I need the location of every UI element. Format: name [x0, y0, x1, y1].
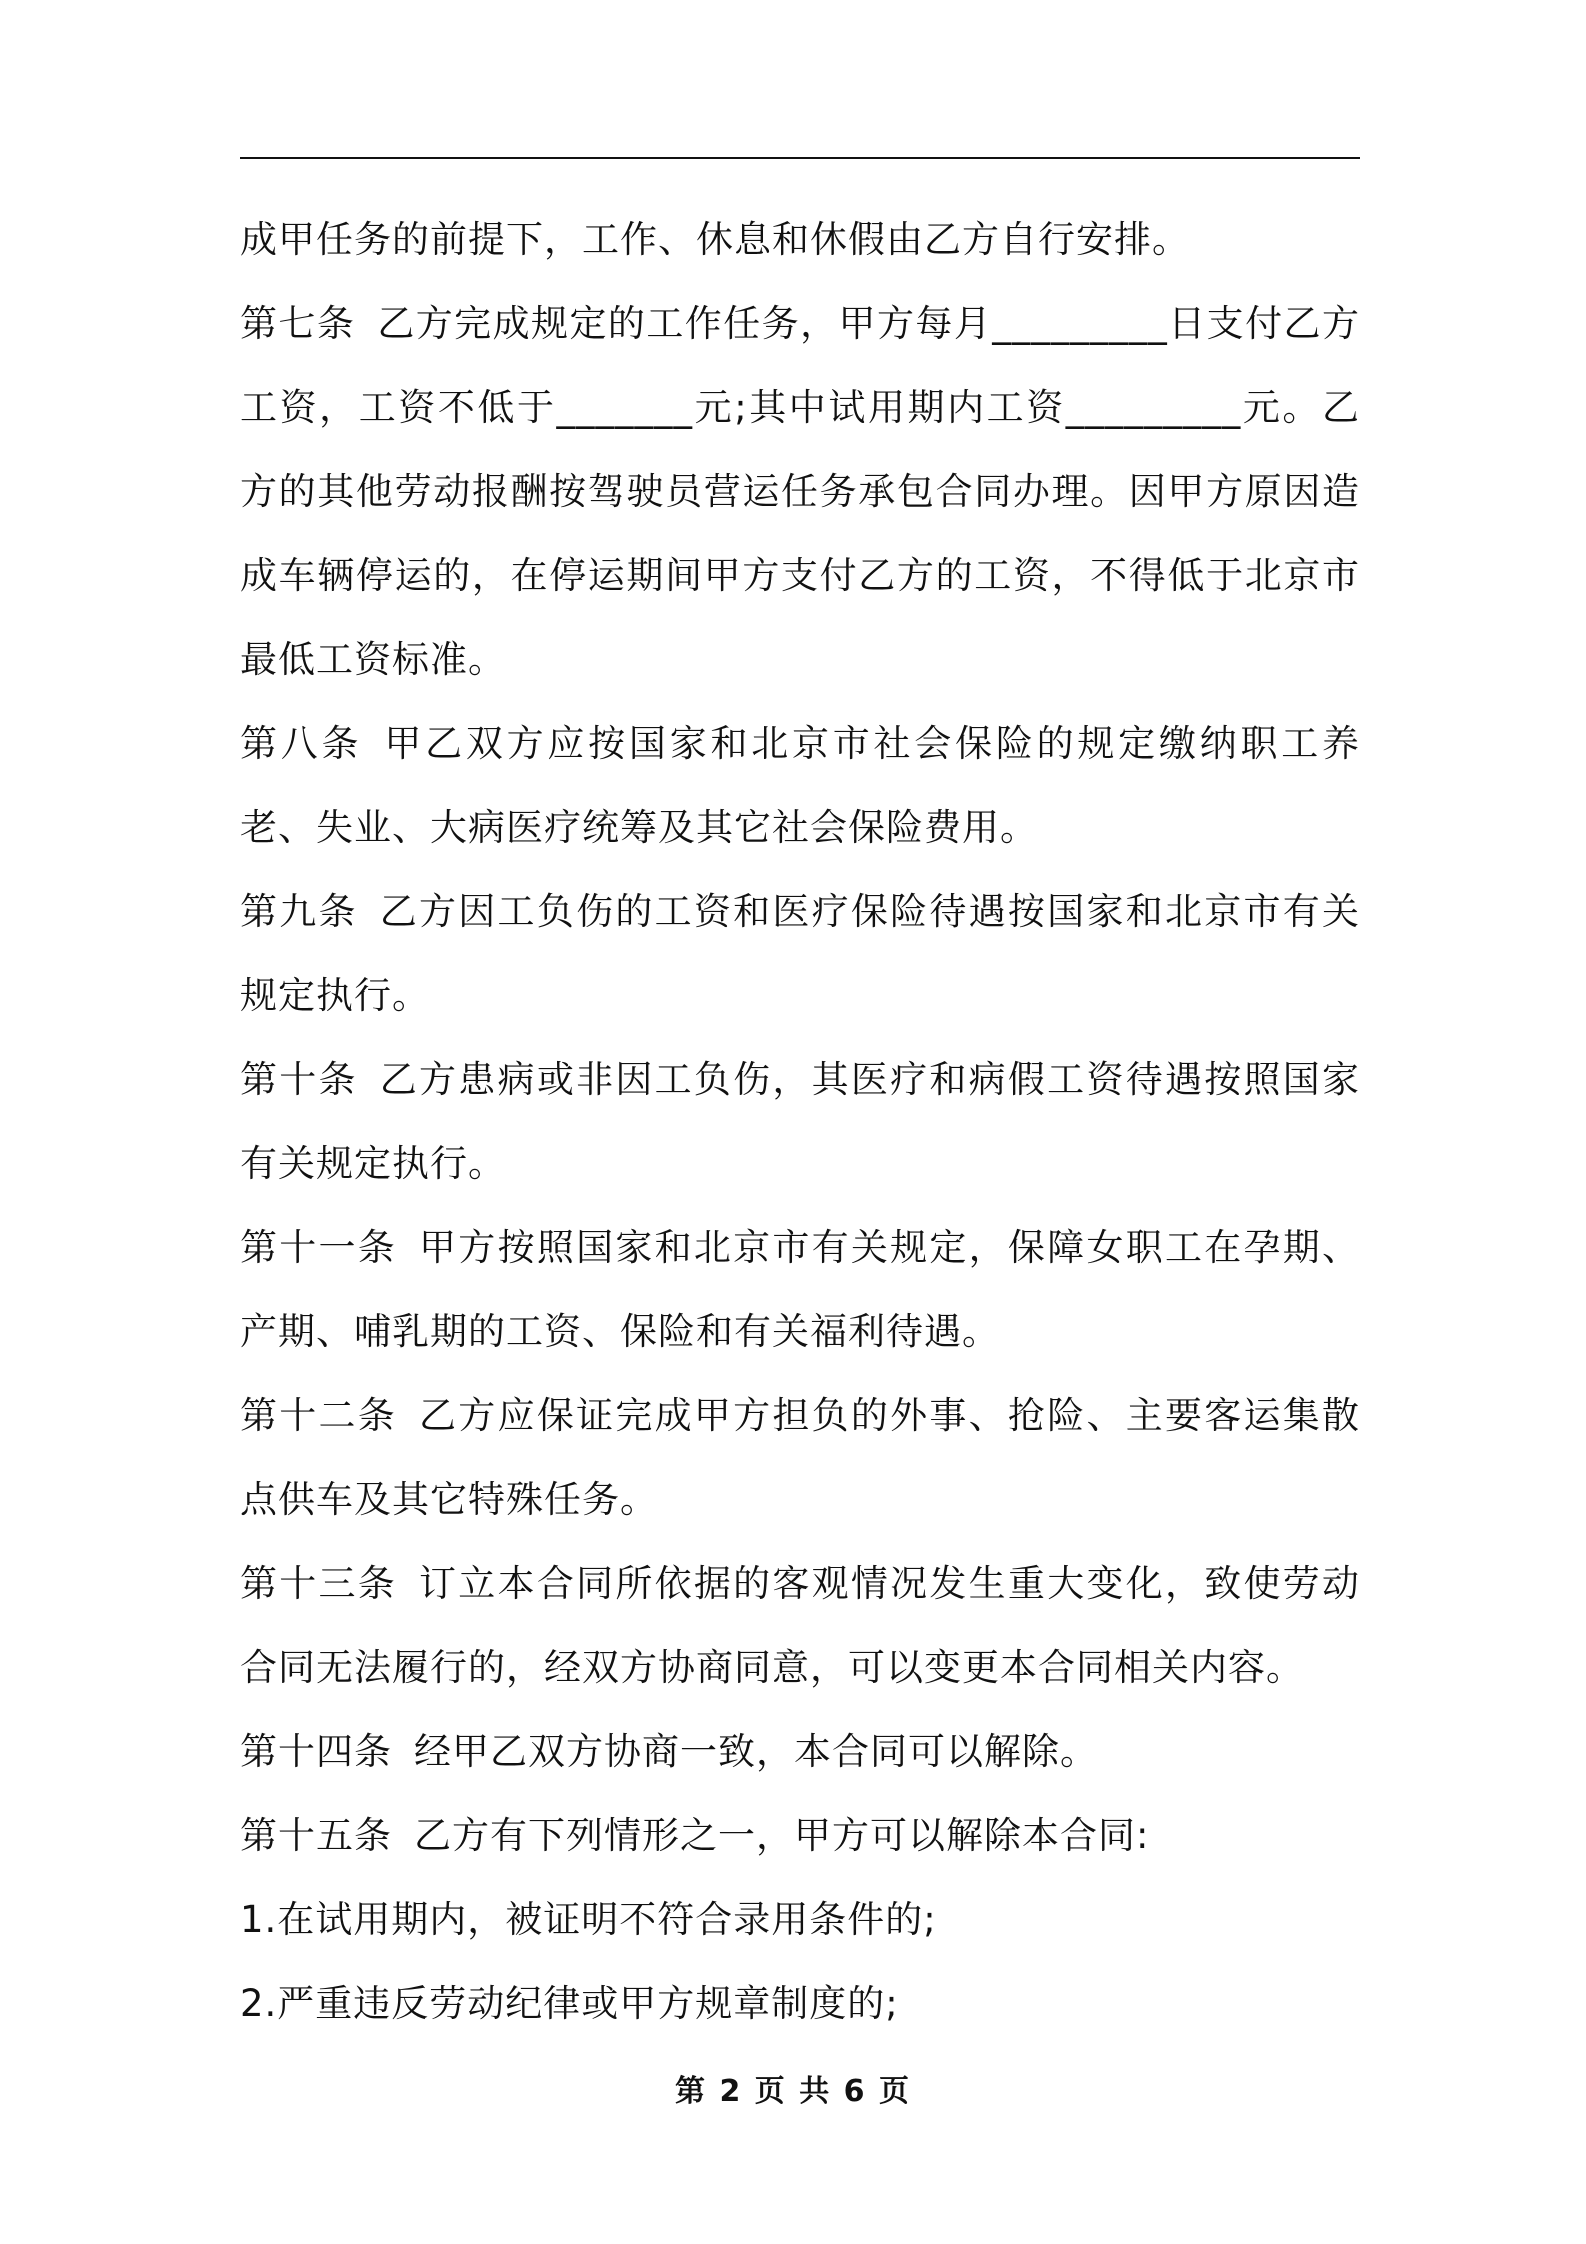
article-label: 第十二条 [240, 1394, 398, 1437]
article-8 [240, 702, 1360, 870]
article-12 [240, 1374, 1360, 1542]
document-body [240, 198, 1360, 2046]
list-item-2 [240, 1962, 1360, 2046]
paragraph-text: 成甲任务的前提下，工作、休息和休假由乙方自行安排。 [240, 218, 1190, 261]
article-14 [240, 1710, 1360, 1794]
paragraph-continuation [240, 198, 1360, 282]
article-text: 乙方有下列情形之一，甲方可以解除本合同: [414, 1814, 1150, 1857]
article-text: 乙方完成规定的工作任务，甲方每月_________日支付乙方工资，工资不低于_______元;其中试用期内工资_________元。乙方的其他劳动报酬按驾驶员营运任务承包合同办理。因甲方原因造成车辆停运的，在停运期间甲方支付乙方的工资，不得低于北京市最低工资标准。 [240, 302, 1360, 681]
article-text: 乙方患病或非因工负伤，其医疗和病假工资待遇按照国家有关规定执行。 [240, 1058, 1361, 1185]
article-9 [240, 870, 1360, 1038]
article-7 [240, 282, 1360, 702]
article-text: 乙方因工负伤的工资和医疗保险待遇按国家和北京市有关规定执行。 [240, 890, 1361, 1017]
list-item-1 [240, 1878, 1360, 1962]
article-label: 第九条 [240, 890, 358, 933]
article-label: 第十三条 [240, 1562, 398, 1605]
article-text: 订立本合同所依据的客观情况发生重大变化，致使劳动合同无法履行的，经双方协商同意，可以变更本合同相关内容。 [240, 1562, 1361, 1689]
page-number: 第 2 页 共 6 页 [675, 2074, 911, 2109]
list-item-text: 1.在试用期内，被证明不符合录用条件的; [240, 1898, 937, 1941]
article-10 [240, 1038, 1360, 1206]
article-text: 经甲乙双方协商一致，本合同可以解除。 [414, 1730, 1098, 1773]
article-label: 第七条 [240, 302, 356, 345]
header-rule [240, 157, 1360, 159]
article-label: 第十五条 [240, 1814, 392, 1857]
article-text: 甲方按照国家和北京市有关规定，保障女职工在孕期、产期、哺乳期的工资、保险和有关福利待遇。 [240, 1226, 1361, 1353]
article-text: 乙方应保证完成甲方担负的外事、抢险、主要客运集散点供车及其它特殊任务。 [240, 1394, 1361, 1521]
article-11 [240, 1206, 1360, 1374]
article-13 [240, 1542, 1360, 1710]
article-label: 第十条 [240, 1058, 358, 1101]
article-label: 第十一条 [240, 1226, 398, 1269]
article-15 [240, 1794, 1360, 1878]
article-label: 第十四条 [240, 1730, 392, 1773]
article-label: 第八条 [240, 722, 363, 765]
list-item-text: 2.严重违反劳动纪律或甲方规章制度的; [240, 1982, 899, 2025]
article-text: 甲乙双方应按国家和北京市社会保险的规定缴纳职工养老、失业、大病医疗统筹及其它社会保险费用。 [240, 722, 1361, 849]
